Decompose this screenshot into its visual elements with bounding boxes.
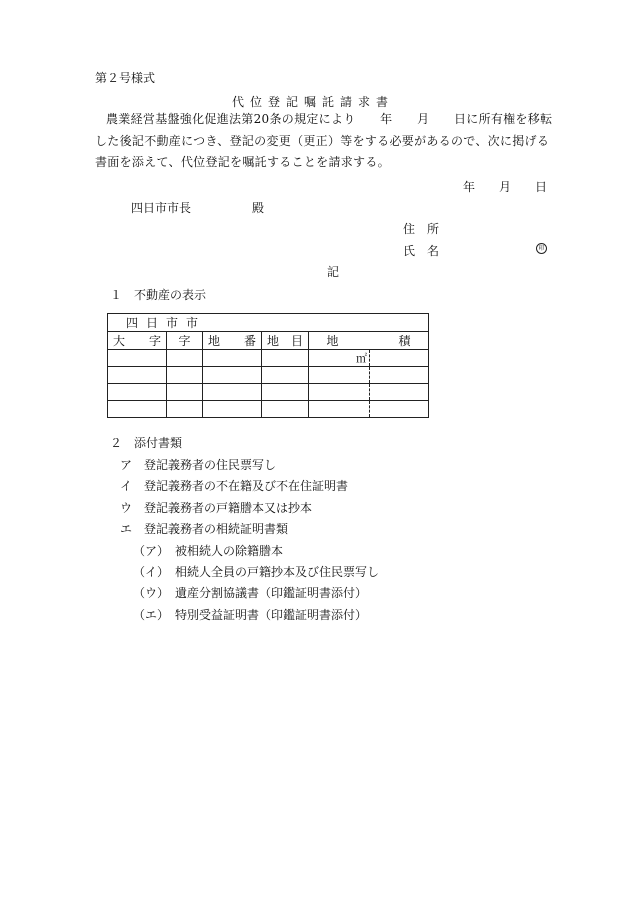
section2-heading: ２ 添付書類	[110, 436, 183, 450]
date-year-label: 年	[463, 180, 476, 194]
sub-list-item: （イ） 相続人全員の戸籍抄本及び住民票写し	[133, 565, 380, 579]
col-chiseki: 地 積	[309, 332, 429, 350]
sub-list-item: （エ） 特別受益証明書（印鑑証明書添付）	[133, 608, 368, 622]
sub-list-item: （ア） 被相続人の除籍謄本	[133, 544, 284, 558]
name-label: 氏 名	[403, 244, 440, 258]
list-item: イ 登記義務者の不在籍及び不在住証明書	[120, 479, 349, 493]
col-chimoku: 地 目	[262, 332, 309, 350]
table-cell	[370, 350, 429, 367]
table-cell	[108, 350, 167, 367]
table-cell	[167, 350, 203, 367]
table-row	[108, 350, 429, 367]
sub-list-item: （ウ） 遺産分割協議書（印鑑証明書添付）	[133, 586, 368, 600]
table-row	[108, 401, 429, 418]
document-title: 代位登記嘱託請求書	[232, 95, 395, 109]
area-unit: ㎡	[309, 350, 370, 367]
addressee: 四日市市長	[131, 201, 192, 215]
list-item: ウ 登記義務者の戸籍謄本又は抄本	[120, 501, 313, 515]
list-item: エ 登記義務者の相続証明書類	[120, 522, 289, 536]
seal-icon: 印	[536, 243, 547, 254]
list-item: ア 登記義務者の住民票写し	[120, 458, 277, 472]
city-cell: 四日市市	[108, 314, 429, 332]
col-aza: 字	[167, 332, 203, 350]
date-line	[463, 178, 547, 195]
col-chiban: 地 番	[203, 332, 262, 350]
form-number: 第２号様式	[95, 71, 156, 85]
address-label: 住 所	[403, 222, 440, 236]
table-city-row	[108, 314, 429, 332]
body-paragraph: 農業経営基盤強化促進法第20条の規定により 年 月 日に所有権を移転した後記不動産につき、登記の変更（更正）等をする必要があるので、次に掲げる書面を添えて、代位登記を嘱託することを請求する。	[95, 112, 553, 169]
table-header-row	[108, 332, 429, 350]
honorific: 殿	[252, 201, 265, 215]
table-cell	[262, 350, 309, 367]
date-month-label: 月	[499, 180, 512, 194]
table-cell	[203, 350, 262, 367]
table-row	[108, 384, 429, 401]
table-row	[108, 367, 429, 384]
col-oaza: 大 字	[108, 332, 167, 350]
date-day-label: 日	[535, 180, 548, 194]
ki-heading: 記	[327, 265, 340, 279]
property-table	[107, 313, 429, 418]
section1-heading: １ 不動産の表示	[110, 288, 207, 302]
